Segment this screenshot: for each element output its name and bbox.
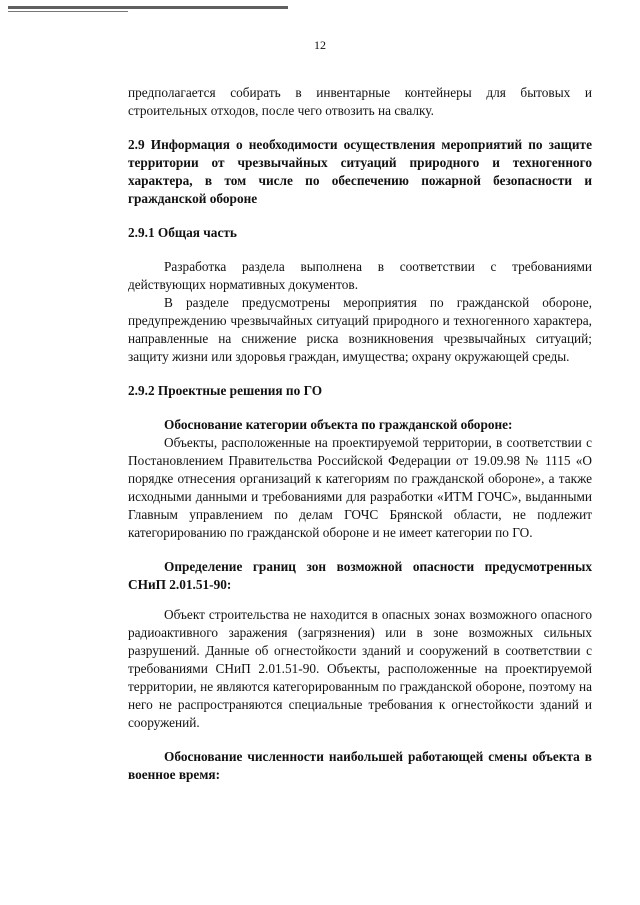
general-paragraph-1: Разработка раздела выполнена в соответствии с требованиями действующих нормативных документов. (128, 259, 592, 292)
danger-zones-heading: Определение границ зон возможной опасности предусмотренных СНиП 2.01.51-90: (128, 559, 592, 592)
danger-zones-paragraph: Объект строительства не находится в опасных зонах возможного опасного радиоактивного заражения (загрязнения) или в зоне возможных сильных разрушений. Данные об огнестойкости зданий и сооружений в соответствии с требованиями СНиП 2.01.51-90. Объекты, расположенные на проектируемой территории, не являются категорированным по гражданской обороне, поэтому на него не распространяются специальные требования к огнестойкости зданий и сооружений. (128, 607, 592, 730)
section-title: 2.9 Информация о необходимости осуществления мероприятий по защите территории от чрезвычайных ситуаций природного и техногенного характера, в том числе по обеспечению пожарной безопасности и гражданской обороне (128, 137, 592, 206)
intro-paragraph: предполагается собирать в инвентарные контейнеры для бытовых и строительных отходов, после чего отвозить на свалку. (128, 85, 592, 118)
subsection-title-decisions: 2.9.2 Проектные решения по ГО (128, 383, 323, 398)
scan-mark (8, 11, 128, 12)
category-paragraph: Объекты, расположенные на проектируемой территории, в соответствии с Постановлением Правительства Российской Федерации от 19.09.98 № 1115 «О порядке отнесения организаций к категориям по гражданской обороне», а также исходными данными и требованиями для разработки «ИТМ ГОЧС», выданными Главным управлением по делам ГОЧС Брянской области, не подлежит категорированию по гражданской обороне и не имеет категории по ГО. (128, 435, 592, 540)
general-paragraph-2: В разделе предусмотрены мероприятия по гражданской обороне, предупреждению чрезвычайных ситуаций природного и техногенного характера, направленные на снижение риска возникновения чрезвычайных ситуаций; защиту жизни или здоровья граждан, имущества; охрану окружающей среды. (128, 295, 592, 364)
scan-mark (8, 6, 288, 9)
shift-size-heading: Обоснование численности наибольшей работающей смены объекта в военное время: (128, 749, 592, 782)
subsection-title-general: 2.9.1 Общая часть (128, 225, 237, 240)
category-heading: Обоснование категории объекта по гражданской обороне: (164, 417, 513, 432)
document-body (128, 84, 592, 784)
page-number: 12 (314, 38, 326, 52)
